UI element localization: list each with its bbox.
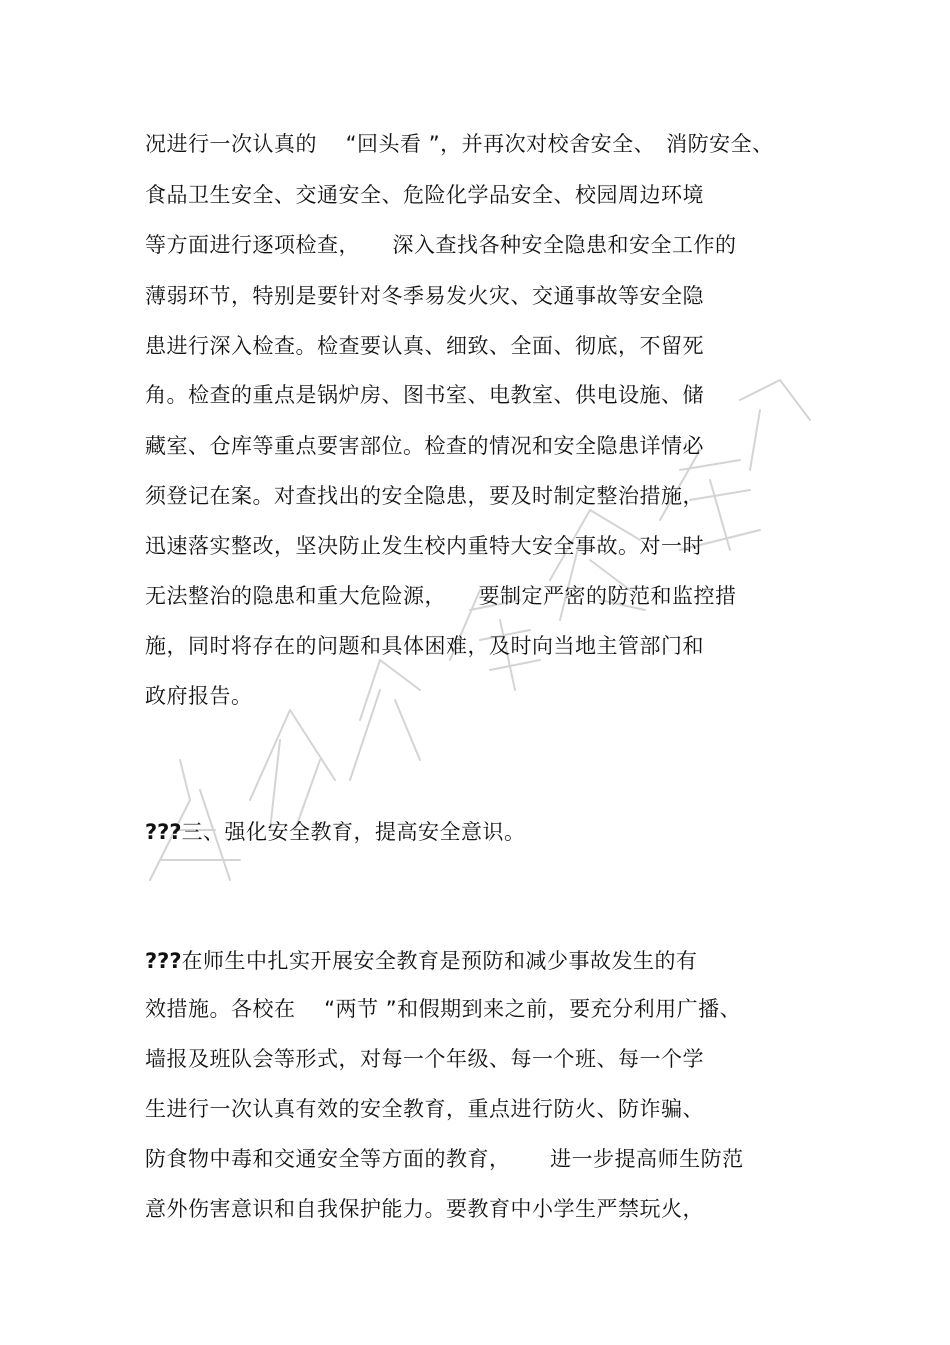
paragraph1-line: 角。检查的重点是锅炉房、图书室、电教室、供电设施、储 [145,383,704,407]
paragraph2-marker: ??? [145,949,182,973]
paragraph1-line: 施，同时将存在的问题和具体困难，及时向当地主管部门和 [145,634,704,658]
paragraph1-line: 患进行深入检查。检查要认真、细致、全面、彻底，不留死 [145,334,704,358]
paragraph2-line: 意外伤害意识和自我保护能力。要教育中小学生严禁玩火， [145,1197,704,1221]
paragraph2-line: 效措施。各校在 “两节 ”和假期到来之前，要充分利用广播、 [145,997,742,1021]
paragraph2-line: 墙报及班队会等形式，对每一个年级、每一个班、每一个学 [145,1047,704,1071]
heading-text: 三、强化安全教育，提高安全意识。 [181,820,526,844]
paragraph1-line: 须登记在案。对查找出的安全隐患，要及时制定整治措施， [145,484,704,508]
paragraph1-line: 藏室、仓库等重点要害部位。检查的情况和安全隐患详情必 [145,434,704,458]
paragraph2-first-text: 在师生中扎实开展安全教育是预防和减少事故发生的有 [181,949,698,973]
paragraph1-line: 薄弱环节，特别是要针对冬季易发火灾、交通事故等安全隐 [145,284,704,308]
paragraph2-first-line [145,947,698,975]
paragraph1-line: 政府报告。 [145,684,253,708]
heading-marker: ??? [145,820,182,844]
paragraph1-line: 食品卫生安全、交通安全、危险化学品安全、校园周边环境 [145,183,704,207]
paragraph1-line: 况进行一次认真的 “回头看 ”，并再次对校舍安全、 消防安全、 [145,132,774,156]
paragraph2-line: 生进行一次认真有效的安全教育，重点进行防火、防诈骗、 [145,1097,704,1121]
paragraph1-line: 无法整治的隐患和重大危险源， 要制定严密的防范和监控措 [145,584,737,608]
paragraph1-line: 迅速落实整改，坚决防止发生校内重特大安全事故。对一时 [145,534,704,558]
paragraph2-line: 防食物中毒和交通安全等方面的教育， 进一步提高师生防范 [145,1147,744,1171]
section-heading [145,818,526,846]
paragraph1-line: 等方面进行逐项检查， 深入查找各种安全隐患和安全工作的 [145,233,737,257]
